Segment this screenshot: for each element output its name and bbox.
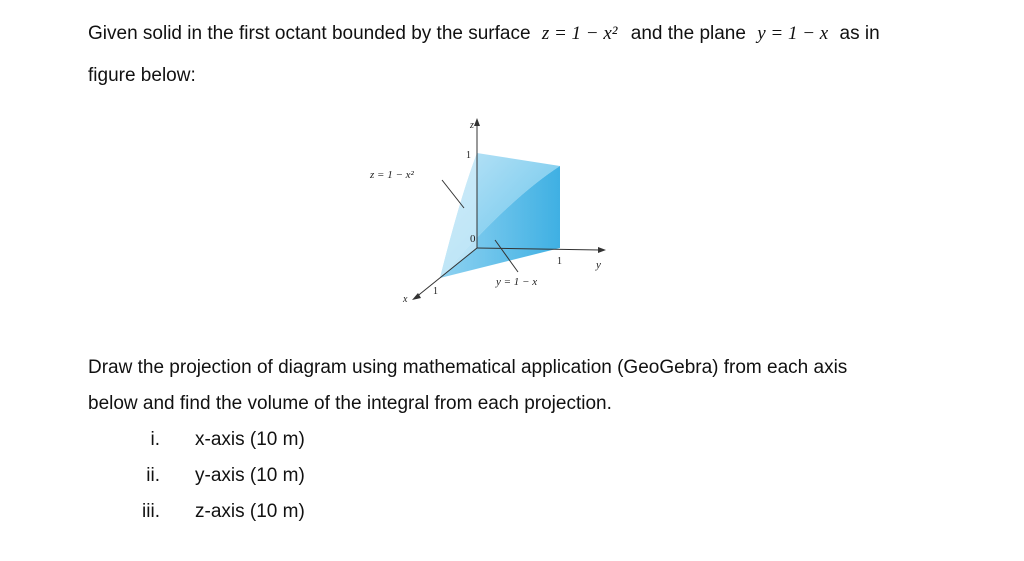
instruction-line-2: below and find the volume of the integral from each projection. (88, 393, 612, 414)
question-and-plane: and the plane (630, 23, 746, 44)
list-item-number: i. (150, 429, 160, 450)
surface-label-pointer (442, 180, 464, 208)
solid-figure (360, 108, 620, 308)
y-one-label: 1 (557, 256, 562, 267)
solid-diagram (360, 108, 620, 308)
question-as-in: as in (839, 23, 880, 44)
plane-label: y = 1 − x (496, 276, 538, 288)
list-item-text: x-axis (10 m) (195, 429, 305, 450)
x-one-label: 1 (433, 286, 438, 297)
z-one-label: 1 (466, 150, 471, 161)
list-item-number: iii. (142, 501, 160, 522)
surface-equation: z = 1 − x² (541, 23, 618, 44)
origin-label: 0 (470, 233, 476, 245)
list-item-text: y-axis (10 m) (195, 465, 305, 486)
plane-equation: y = 1 − x (757, 23, 829, 44)
x-axis-label: x (403, 294, 408, 305)
y-axis-arrow (598, 247, 606, 253)
z-axis-arrow (474, 118, 480, 126)
z-axis-label: z (470, 120, 474, 131)
question-line-1 (88, 23, 880, 45)
y-axis-label: y (596, 259, 601, 271)
question-intro: Given solid in the first octant bounded by the surface (88, 23, 531, 44)
surface-label: z = 1 − x² (370, 169, 414, 181)
list-item-number: ii. (146, 465, 160, 486)
list-item-text: z-axis (10 m) (195, 501, 305, 522)
question-line-2: figure below: (88, 65, 196, 86)
instruction-line-1: Draw the projection of diagram using mathematical application (GeoGebra) from each axis (88, 357, 848, 378)
